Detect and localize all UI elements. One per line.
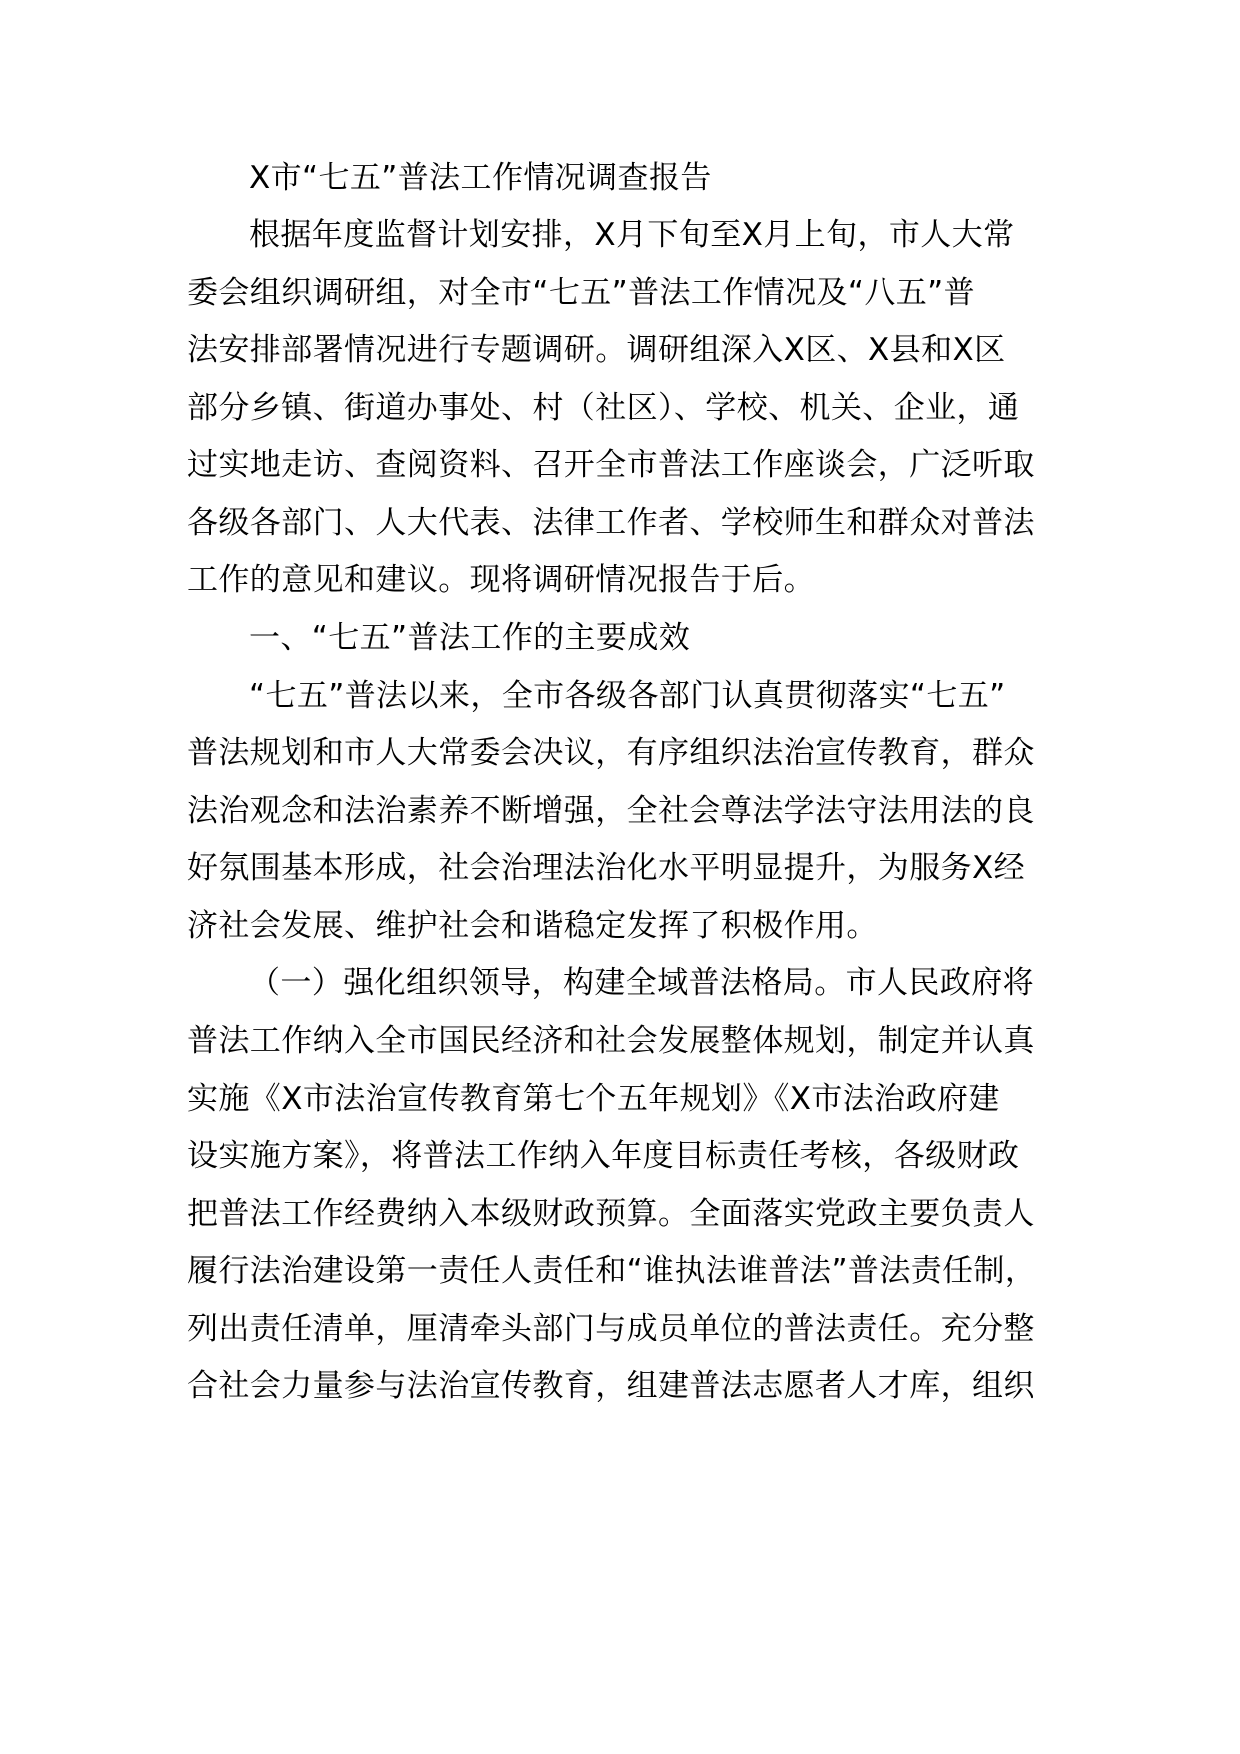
body-line: 普法工作纳入全市国民经济和社会发展整体规划，制定并认真 [187, 1023, 1035, 1059]
body-line: 履行法治建设第一责任人责任和“谁执法谁普法”普法责任制， [187, 1253, 1037, 1289]
body-line: 各级各部门、人大代表、法律工作者、学校师生和群众对普法 [187, 505, 1035, 541]
body-line: 根据年度监督计划安排，X月下旬至X月上旬，市人大常 [249, 217, 1015, 253]
body-line: 委会组织调研组，对全市“七五”普法工作情况及“八五”普 [187, 275, 976, 311]
body-line: 列出责任清单，厘清牵头部门与成员单位的普法责任。充分整 [187, 1311, 1035, 1347]
subsection-line: （一）强化组织领导，构建全域普法格局。市人民政府将 [249, 965, 1034, 1001]
body-line: 部分乡镇、街道办事处、村（社区）、学校、机关、企业，通 [187, 390, 1020, 426]
body-line: 实施《X市法治宣传教育第七个五年规划》《X市法治政府建 [187, 1081, 1000, 1117]
body-line: 法治观念和法治素养不断增强，全社会尊法学法守法用法的良 [187, 793, 1035, 829]
section-heading: 一、“七五”普法工作的主要成效 [249, 620, 691, 656]
body-line: 济社会发展、维护社会和谐稳定发挥了积极作用。 [187, 908, 878, 944]
body-line: 过实地走访、查阅资料、召开全市普法工作座谈会，广泛听取 [187, 447, 1035, 483]
body-line: 普法规划和市人大常委会决议，有序组织法治宣传教育，群众 [187, 735, 1035, 771]
body-line: 把普法工作经费纳入本级财政预算。全面落实党政主要负责人 [187, 1196, 1035, 1232]
body-line: 法安排部署情况进行专题调研。调研组深入X区、X县和X区 [187, 332, 1006, 368]
body-line: 工作的意见和建议。现将调研情况报告于后。 [187, 562, 815, 598]
body-line: 设实施方案》，将普法工作纳入年度目标责任考核，各级财政 [187, 1138, 1020, 1174]
body-line: 合社会力量参与法治宣传教育，组建普法志愿者人才库，组织 [187, 1368, 1035, 1404]
body-line: 好氛围基本形成，社会治理法治化水平明显提升，为服务X经 [187, 850, 1026, 886]
body-line: “七五”普法以来，全市各级各部门认真贯彻落实“七五” [249, 678, 1006, 714]
report-title: X市“七五”普法工作情况调查报告 [249, 160, 712, 196]
